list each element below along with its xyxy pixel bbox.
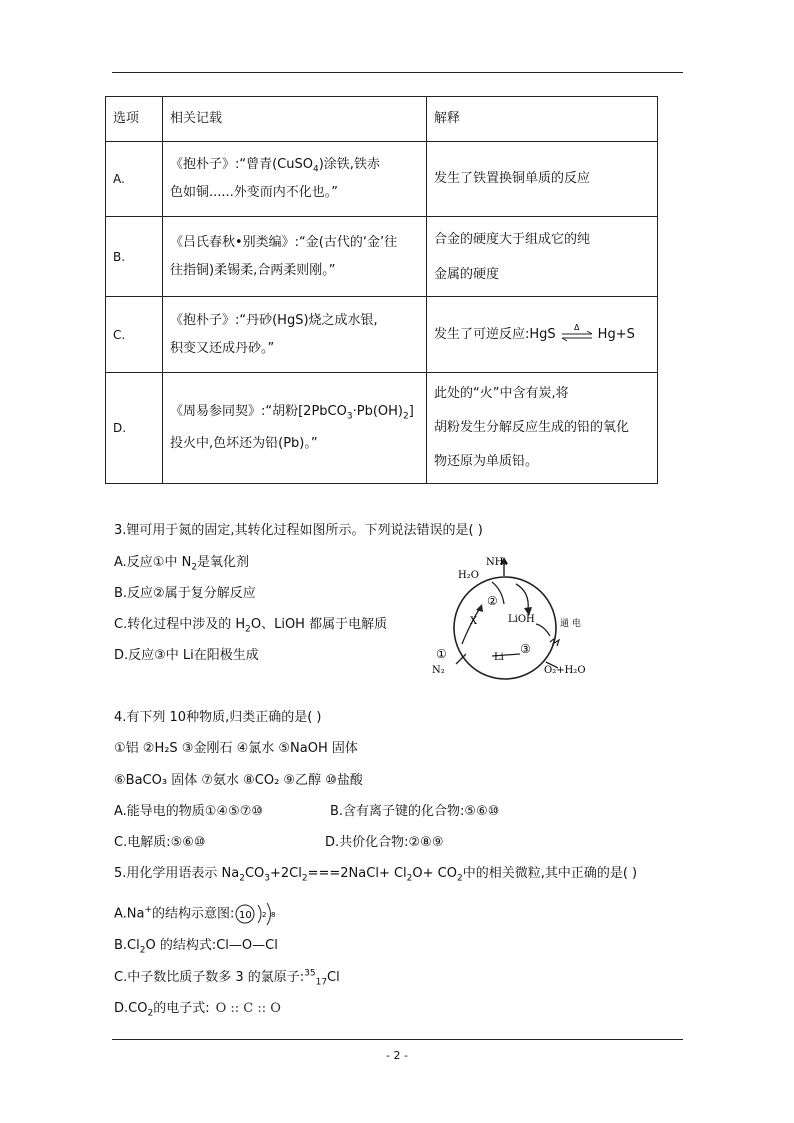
text: 《吕氏春秋•别类编》:“金(古代的‘金’往 <box>170 234 398 250</box>
row-a-option: A. <box>106 142 163 217</box>
sub: 2 <box>301 873 308 884</box>
text: C.中子数比质子数多 3 的氯原子: <box>114 970 305 985</box>
header-rule <box>112 72 683 73</box>
sub: 2 <box>139 945 146 956</box>
text: 合金的硬度大于组成它的纯 <box>434 231 591 247</box>
shell-arc <box>267 903 271 925</box>
row-d-option: D. <box>106 373 163 484</box>
text: 色如铜......外变而内不化也。” <box>170 185 339 200</box>
shell-1-electrons: 2 <box>262 911 267 919</box>
text: 胡粉发生分解反应生成的铅的氧化 <box>434 420 630 435</box>
row-d-record <box>163 373 427 484</box>
sodium-ion-structure-diagram <box>234 902 278 926</box>
table-header-row <box>106 97 658 142</box>
text: CO <box>244 866 265 881</box>
q4-substances-line-2: ⑥BaCO₃ 固体 ⑦氨水 ⑧CO₂ ⑨乙醇 ⑩盐酸 <box>114 773 363 788</box>
sup: 35 <box>304 968 316 979</box>
text: O+ CO <box>412 866 457 881</box>
text: B.Cl <box>114 938 140 953</box>
text: ===2NaCl+ Cl <box>307 866 407 881</box>
q5-option-c <box>114 969 340 987</box>
q4-option-b: B.含有离子键的化合物:⑤⑥⑩ <box>330 804 500 819</box>
row-a-explain: 发生了铁置换铜单质的反应 <box>427 142 658 217</box>
q4-substances-line-1: ①铝 ②H₂S ③金刚石 ④氯水 ⑤NaOH 固体 <box>114 741 358 756</box>
table-row <box>106 297 658 373</box>
text: 发生了可逆反应:HgS <box>434 326 556 342</box>
q5-option-a <box>114 902 278 926</box>
label-reaction-1: ① <box>436 647 447 661</box>
lithium-cycle-diagram <box>432 552 592 682</box>
q4-option-d: D.共价化合物:②⑧⑨ <box>325 835 444 850</box>
text: O、LiOH 都属于电解质 <box>250 617 388 632</box>
sub: 3 <box>264 873 271 884</box>
text: 物还原为单质铅。 <box>434 454 539 469</box>
label-x: X <box>470 616 478 627</box>
row-c-explain <box>427 297 658 373</box>
arrow-icon <box>536 624 550 636</box>
sub: 3 <box>346 411 353 422</box>
text: 是氧化剂 <box>197 555 250 570</box>
row-b-option: B. <box>106 217 163 297</box>
text: Hg+S <box>597 326 635 342</box>
table-row <box>106 217 658 297</box>
sup: + <box>144 905 153 916</box>
text: O 的结构式:Cl—O—Cl <box>145 938 278 953</box>
label-h2o: H₂O <box>458 570 479 581</box>
label-li: Li <box>494 652 504 663</box>
row-b-record <box>163 217 427 297</box>
electron-formula: O :: C :: O <box>215 1001 281 1016</box>
text: 《抱朴子》:“曾青(CuSO <box>170 157 313 172</box>
text: A.Na <box>114 906 145 922</box>
text: 的结构示意图: <box>152 906 235 922</box>
header-record: 相关记载 <box>163 97 427 142</box>
shell-2-electrons: 8 <box>271 911 276 919</box>
q4-option-a: A.能导电的物质①④⑤⑦⑩ <box>114 804 264 819</box>
row-b-explain <box>427 217 658 297</box>
sub: 2 <box>245 624 251 635</box>
sub: 2 <box>456 873 463 884</box>
q3-stem: 3.锂可用于氮的固定,其转化过程如图所示。下列说法错误的是( ) <box>114 523 483 538</box>
q3-option-d: D.反应③中 Li在阳极生成 <box>114 648 259 663</box>
text: 《抱朴子》:“丹砂(HgS)烧之成水银, <box>170 312 378 328</box>
arrowhead-icon <box>476 604 483 612</box>
text: C.转化过程中涉及的 H <box>114 617 246 632</box>
label-n2: N₂ <box>432 665 445 676</box>
text: A.反应①中 N <box>114 555 192 570</box>
row-a-record <box>163 142 427 217</box>
label-reaction-2: ② <box>487 594 498 608</box>
reversible-arrow-icon <box>560 323 594 345</box>
sub: 17 <box>315 977 328 988</box>
header-explain: 解释 <box>427 97 658 142</box>
q4-option-c: C.电解质:⑤⑥⑩ <box>114 835 206 850</box>
q3-option-a <box>114 554 249 572</box>
q5-stem <box>114 865 637 883</box>
text: 中的相关微粒,其中正确的是( ) <box>462 866 638 881</box>
label-reaction-3: ③ <box>520 642 531 656</box>
row-c-option: C. <box>106 297 163 373</box>
page-number: - 2 - <box>386 1049 408 1062</box>
text: +2Cl <box>270 866 302 881</box>
curved-arrow-icon <box>516 584 528 610</box>
text: 5.用化学用语表示 Na <box>114 866 240 881</box>
label-lioh: LiOH <box>508 614 535 625</box>
table-row <box>106 142 658 217</box>
q5-option-b <box>114 937 278 955</box>
text: 的电子式: <box>153 1001 210 1016</box>
text: 《周易参同契》:“胡粉[2PbCO <box>170 404 347 419</box>
text: 投火中,色坏还为铅(Pb)。” <box>170 436 318 451</box>
sub: 2 <box>402 411 409 422</box>
nucleus-charge: 10 <box>239 910 253 921</box>
shell-arc <box>258 905 261 923</box>
q5-option-d <box>114 1000 281 1018</box>
text: ·Pb(OH) <box>352 404 403 419</box>
row-c-record <box>163 297 427 373</box>
options-table <box>105 96 658 484</box>
text: 此处的“火”中含有炭,将 <box>434 386 569 401</box>
sub: 4 <box>313 164 319 175</box>
sub: 2 <box>239 873 245 884</box>
text: D.CO <box>114 1001 148 1016</box>
table-row <box>106 373 658 484</box>
sub: 2 <box>147 1008 154 1019</box>
q3-option-c <box>114 616 387 634</box>
q4-stem: 4.有下列 10种物质,归类正确的是( ) <box>114 710 322 725</box>
text: )涂铁,铁赤 <box>318 157 380 172</box>
footer-rule <box>112 1039 683 1040</box>
row-d-explain <box>427 373 658 484</box>
text: 金属的硬度 <box>434 266 500 282</box>
text: ] <box>408 404 414 419</box>
sub: 2 <box>191 562 198 573</box>
label-o2-h2o: O₂+H₂O <box>544 665 586 676</box>
heat-symbol: Δ <box>573 323 580 332</box>
text: Cl <box>327 970 340 985</box>
text: 往指铜)柔锡柔,合两柔则刚。” <box>170 262 336 278</box>
label-nh3: NH₃ <box>486 557 508 568</box>
q3-option-b: B.反应②属于复分解反应 <box>114 586 256 601</box>
header-option: 选项 <box>106 97 163 142</box>
label-electrolysis: 通 电 <box>560 619 581 629</box>
text: 积变又还成丹砂。” <box>170 340 275 356</box>
sub: 2 <box>406 873 413 884</box>
